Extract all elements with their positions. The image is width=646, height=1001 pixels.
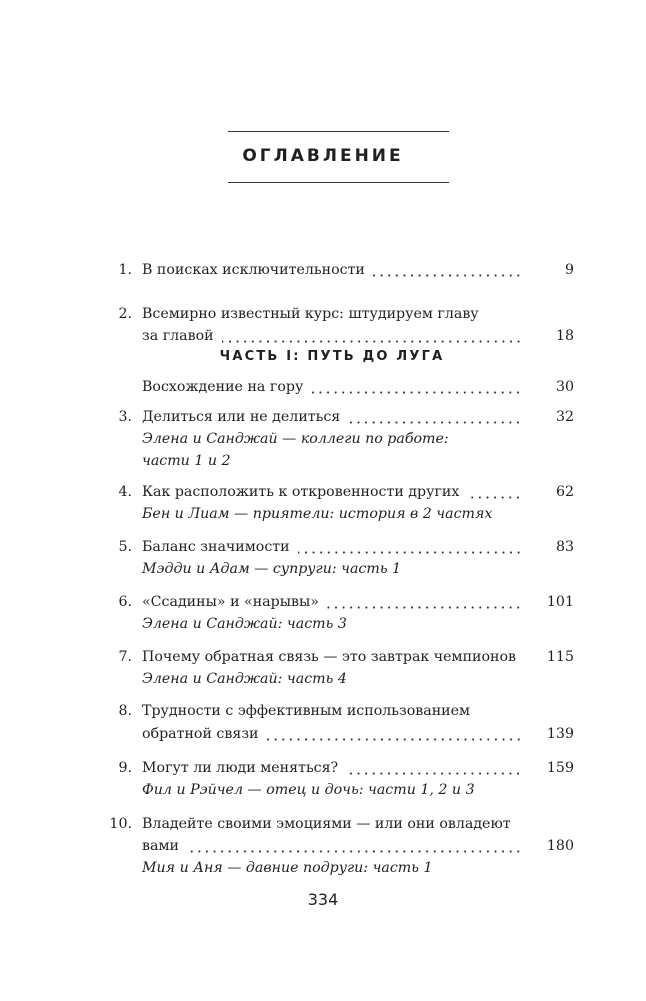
entry-page: 159 bbox=[546, 760, 574, 776]
entry-page: 32 bbox=[555, 409, 574, 425]
dot-leader bbox=[298, 551, 522, 554]
entry-title: «Ссадины» и «нарывы» bbox=[142, 594, 319, 610]
toc-line[interactable] bbox=[100, 558, 574, 580]
entry-subtitle: Фил и Рэйчел — отец и дочь: части 1, 2 и 3 bbox=[142, 782, 475, 798]
page-number: 334 bbox=[307, 890, 339, 909]
dot-leader bbox=[267, 738, 522, 741]
entry-title: вами bbox=[142, 838, 179, 854]
toc-line[interactable] bbox=[100, 857, 574, 879]
entry-page: 30 bbox=[555, 379, 574, 395]
entry-title: В поисках исключительности bbox=[142, 262, 365, 278]
entry-title: обратной связи bbox=[142, 726, 259, 742]
entry-subtitle: Бен и Лиам — приятели: история в 2 частях bbox=[142, 506, 493, 522]
entry-number: 6. bbox=[118, 594, 132, 610]
toc-line[interactable] bbox=[100, 613, 574, 635]
entry-subtitle: Мэдди и Адам — супруги: часть 1 bbox=[142, 561, 402, 577]
entry-number: 4. bbox=[118, 484, 132, 500]
entry-number: 2. bbox=[118, 306, 132, 322]
entry-page: 115 bbox=[546, 649, 574, 665]
entry-page: 18 bbox=[555, 328, 574, 344]
toc-line[interactable] bbox=[100, 835, 574, 857]
page-title: ОГЛАВЛЕНИЕ bbox=[242, 146, 404, 166]
toc-line[interactable] bbox=[100, 503, 574, 525]
toc-line[interactable] bbox=[100, 591, 574, 613]
entry-number: 5. bbox=[118, 539, 132, 555]
entry-number: 7. bbox=[118, 649, 132, 665]
entry-title: Как расположить к откровенности других bbox=[142, 484, 460, 500]
entry-subtitle: Элена и Санджай: часть 4 bbox=[142, 671, 347, 687]
dot-leader bbox=[348, 421, 522, 424]
toc-line[interactable] bbox=[100, 536, 574, 558]
dot-leader bbox=[187, 850, 522, 853]
entry-page: 101 bbox=[546, 594, 574, 610]
entry-subtitle: Мия и Аня — давние подруги: часть 1 bbox=[142, 860, 433, 876]
entry-number: 9. bbox=[118, 760, 132, 776]
toc-line[interactable] bbox=[100, 450, 574, 472]
entry-title: Почему обратная связь — это завтрак чемпионов bbox=[142, 649, 517, 665]
entry-title: Могут ли люди меняться? bbox=[142, 760, 339, 776]
entry-title: Баланс значимости bbox=[142, 539, 290, 555]
entry-number: 8. bbox=[118, 703, 132, 719]
dot-leader bbox=[327, 606, 522, 609]
toc-line[interactable] bbox=[100, 406, 574, 428]
toc-line[interactable] bbox=[100, 481, 574, 503]
toc-line[interactable] bbox=[100, 779, 574, 801]
entry-title: Делиться или не делиться bbox=[142, 409, 341, 425]
dot-leader bbox=[346, 772, 522, 775]
top-rule bbox=[228, 131, 449, 132]
entry-number: 10. bbox=[109, 816, 132, 832]
entry-subtitle: Элена и Санджай: часть 3 bbox=[142, 616, 347, 632]
toc-line[interactable] bbox=[100, 646, 574, 668]
entry-number: 1. bbox=[118, 262, 132, 278]
section-heading: ЧАСТЬ I: ПУТЬ ДО ЛУГА bbox=[219, 349, 445, 364]
entry-subtitle: части 1 и 2 bbox=[142, 453, 231, 469]
dot-leader bbox=[467, 496, 522, 499]
entry-page: 83 bbox=[555, 539, 574, 555]
entry-page: 62 bbox=[555, 484, 574, 500]
dot-leader bbox=[373, 274, 522, 277]
entry-title: Владейте своими эмоциями — или они овладеют bbox=[142, 816, 511, 832]
dot-leader bbox=[222, 340, 522, 343]
toc-line[interactable] bbox=[100, 376, 574, 398]
entry-number: 3. bbox=[118, 409, 132, 425]
toc-line[interactable] bbox=[100, 700, 574, 722]
entry-subtitle: Элена и Санджай — коллеги по работе: bbox=[142, 431, 449, 447]
entry-page: 180 bbox=[546, 838, 574, 854]
toc-line[interactable] bbox=[100, 259, 574, 281]
bottom-rule bbox=[228, 182, 449, 183]
entry-page: 139 bbox=[546, 726, 574, 742]
entry-title: Всемирно известный курс: штудируем главу bbox=[142, 306, 479, 322]
toc-line[interactable] bbox=[100, 813, 574, 835]
toc-line[interactable] bbox=[100, 723, 574, 745]
toc-line[interactable] bbox=[100, 668, 574, 690]
toc-line[interactable] bbox=[100, 325, 574, 347]
toc-line[interactable] bbox=[100, 303, 574, 325]
entry-page: 9 bbox=[564, 262, 574, 278]
toc-line[interactable] bbox=[100, 428, 574, 450]
entry-title: Трудности с эффективным использованием bbox=[142, 703, 471, 719]
dot-leader bbox=[311, 391, 522, 394]
toc-line[interactable] bbox=[100, 757, 574, 779]
entry-title: за главой bbox=[142, 328, 214, 344]
entry-title: Восхождение на гору bbox=[142, 379, 304, 395]
